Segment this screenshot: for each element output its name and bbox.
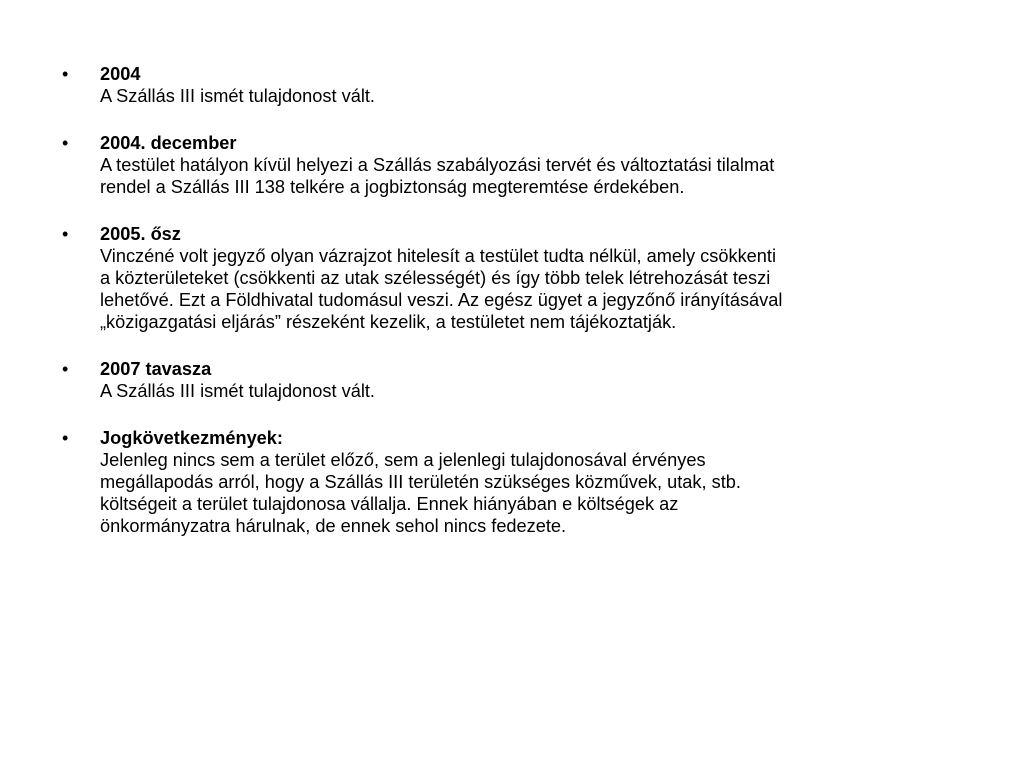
list-item-2004	[62, 63, 962, 107]
item-heading: 2004	[100, 64, 141, 84]
item-heading: 2004. december	[100, 133, 237, 153]
item-body: A testület hatályon kívül helyezi a Szállás szabályozási tervét és változtatási tilalmat rendel a Szállás III 138 telkére a jogbiztonság megteremtése érdekében.	[100, 155, 775, 197]
bullet-icon: •	[62, 224, 69, 244]
bullet-icon: •	[62, 428, 69, 448]
bullet-icon: •	[62, 64, 69, 84]
item-heading: Jogkövetkezmények:	[100, 428, 283, 448]
list-item-jogkovetkezmenyek	[62, 427, 962, 537]
list-item-2007-tavasza	[62, 358, 962, 402]
item-body: A Szállás III ismét tulajdonost vált.	[100, 381, 375, 401]
bullet-icon: •	[62, 359, 69, 379]
bullet-icon: •	[62, 133, 69, 153]
item-body: A Szállás III ismét tulajdonost vált.	[100, 86, 375, 106]
item-body: Vinczéné volt jegyző olyan vázrajzot hitelesít a testület tudta nélkül, amely csökkenti a közterületeket (csökkenti az utak szélességét) és így több telek létrehozását teszi lehetővé. Ezt a Földhivatal tudomásul veszi. Az egész ügyet a jegyzőnő irányításával „közigazgatási eljárás” részeként kezelik, a testületet nem tájékoztatják.	[100, 246, 783, 332]
timeline-bullet-list	[62, 63, 962, 537]
item-heading: 2005. ősz	[100, 224, 181, 244]
item-body: Jelenleg nincs sem a terület előző, sem a jelenlegi tulajdonosával érvényes megállapodás arról, hogy a Szállás III területén szükséges közművek, utak, stb. költségeit a terület tulajdonosa vállalja. Ennek hiányában e költségek az önkormányzatra hárulnak, de ennek sehol nincs fedezete.	[100, 450, 741, 536]
item-heading: 2007 tavasza	[100, 359, 212, 379]
list-item-2004-december	[62, 132, 962, 198]
list-item-2005-osz	[62, 223, 962, 333]
